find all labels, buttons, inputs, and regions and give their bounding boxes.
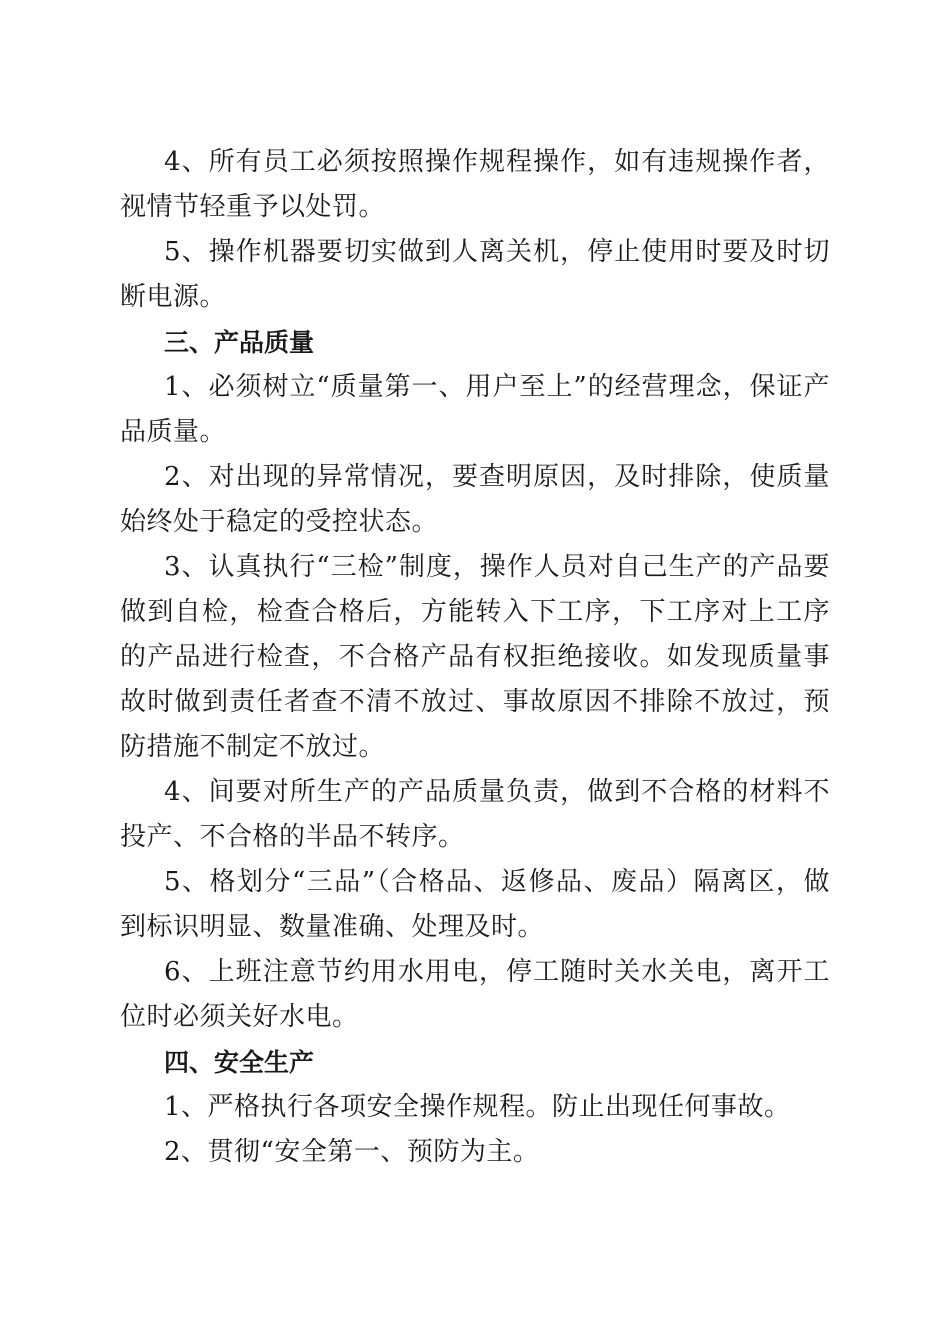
paragraph: 2、贯彻“安全第一、预防为主。: [164, 1137, 540, 1167]
paragraph: 4、所有员工必须按照操作规程操作，如有违规操作者，视情节轻重予以处罚。: [120, 147, 830, 222]
section-heading: 三、产品质量: [164, 328, 315, 357]
paragraph: 6、上班注意节约用水用电，停工随时关水关电，离开工位时必须关好水电。: [120, 957, 830, 1032]
section-heading: 四、安全生产: [164, 1048, 315, 1077]
paragraph: 1、严格执行各项安全操作规程。防止出现任何事故。: [164, 1092, 791, 1122]
paragraph: 5、操作机器要切实做到人离关机，停止使用时要及时切断电源。: [120, 237, 830, 312]
paragraph: 2、对出现的异常情况，要查明原因，及时排除，使质量始终处于稳定的受控状态。: [120, 462, 830, 537]
paragraph: 3、认真执行“三检”制度，操作人员对自己生产的产品要做到自检，检查合格后，方能转入下工序，下工序对上工序的产品进行检查，不合格产品有权拒绝接收。如发现质量事故时做到责任者查不清不放过、事故原因不排除不放过，预防措施不制定不放过。: [120, 552, 830, 762]
paragraph: 4、间要对所生产的产品质量负责，做到不合格的材料不投产、不合格的半品不转序。: [120, 777, 830, 852]
document-page: [120, 140, 830, 1175]
paragraph: 1、必须树立“质量第一、用户至上”的经营理念，保证产品质量。: [120, 372, 830, 447]
paragraph: 5、格划分“三品”（合格品、返修品、废品）隔离区，做到标识明显、数量准确、处理及时。: [120, 867, 830, 942]
